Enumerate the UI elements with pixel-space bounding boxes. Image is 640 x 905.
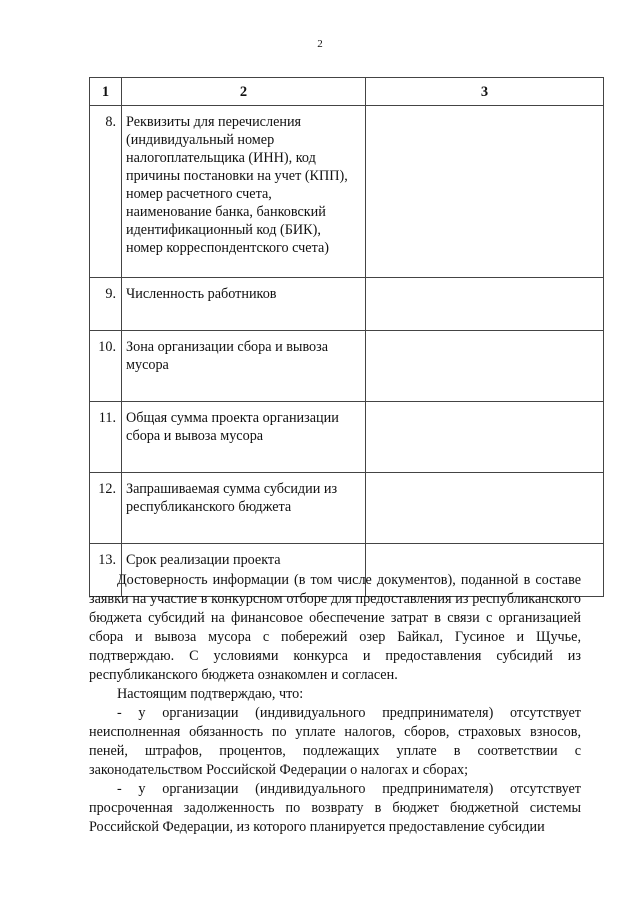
row-label: Зона организации сбора и вывоза мусора (122, 331, 366, 402)
row-number: 10. (90, 331, 122, 402)
paragraph-confirm-intro: Настоящим подтверждаю, что: (117, 686, 304, 702)
row-number: 13. (90, 544, 122, 597)
application-form-table (89, 77, 604, 597)
table-row (90, 331, 604, 402)
row-number: 11. (90, 402, 122, 473)
row-number: 9. (90, 278, 122, 331)
paragraph-reliability: Достоверность информации (в том числе документов), поданной в составе заявки на участие в конкурсном отборе для предоставления из республиканского бюджета субсидий на финансовое обеспечение затрат в связи с организацией сбора и вывоза мусора с побережий озер Байкал, Гусиное и Щучье, подтверждаю. С условиями конкурса и предоставления субсидий из республиканского бюджета ознакомлен и согласен. (89, 572, 581, 683)
row-value-field[interactable] (366, 331, 604, 402)
header-col-1: 1 (90, 78, 122, 106)
row-value-field[interactable] (366, 473, 604, 544)
table-header-row (90, 78, 604, 106)
row-label: Численность работников (122, 278, 366, 331)
paragraph-no-overdue-debt: - у организации (индивидуального предпринимателя) отсутствует просроченная задолженность по возврату в бюджет бюджетной системы Российской Федерации, из которого планируется предоставление субсидии (89, 781, 581, 835)
row-label: Реквизиты для перечисления (индивидуальный номер налогоплательщика (ИНН), код причины постановки на учет (КПП), номер расчетного счета, наименование банка, банковский идентификационный код (БИК), номер корреспондентского счета) (122, 106, 366, 278)
row-number: 12. (90, 473, 122, 544)
table-row (90, 106, 604, 278)
table-row (90, 473, 604, 544)
row-value-field[interactable] (366, 278, 604, 331)
table-row (90, 402, 604, 473)
header-col-2: 2 (122, 78, 366, 106)
row-value-field[interactable] (366, 106, 604, 278)
row-label: Запрашиваемая сумма субсидии из республиканского бюджета (122, 473, 366, 544)
row-label: Срок реализации проекта (122, 544, 366, 597)
row-number: 8. (90, 106, 122, 278)
declaration-text (89, 571, 581, 837)
page-number: 2 (317, 38, 323, 50)
table-row (90, 278, 604, 331)
paragraph-no-tax-debt: - у организации (индивидуального предпринимателя) отсутствует неисполненная обязанность по уплате налогов, сборов, страховых взносов, пеней, штрафов, процентов, подлежащих уплате в соответствии с законодательством Российской Федерации о налогах и сборах; (89, 705, 581, 778)
header-col-3: 3 (366, 78, 604, 106)
row-value-field[interactable] (366, 402, 604, 473)
row-label: Общая сумма проекта организации сбора и вывоза мусора (122, 402, 366, 473)
